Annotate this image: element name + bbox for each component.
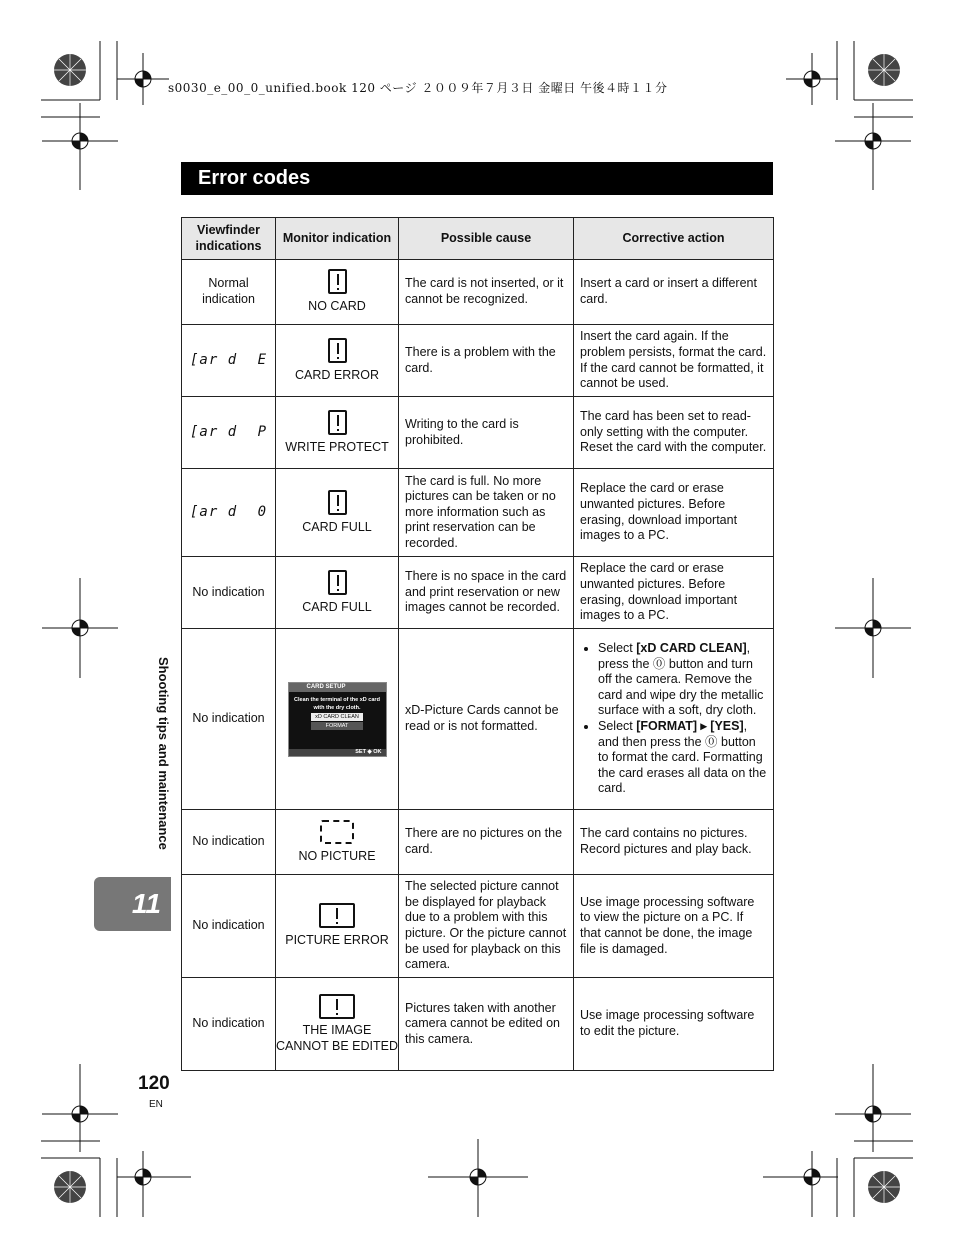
monitor-cell xyxy=(276,397,399,469)
code-word: [ar d xyxy=(190,351,238,368)
warning-icon xyxy=(319,903,355,928)
warning-icon xyxy=(319,994,355,1019)
page-language: EN xyxy=(149,1099,163,1110)
error-codes-table xyxy=(181,217,774,1071)
section-title: Error codes xyxy=(181,162,773,195)
code-letter: P xyxy=(257,423,267,440)
header-action: Corrective action xyxy=(574,218,774,260)
monitor-cell xyxy=(276,629,399,810)
viewfinder-cell: No indication xyxy=(182,810,276,875)
header-viewfinder: Viewfinder indications xyxy=(182,218,276,260)
viewfinder-code xyxy=(182,353,275,369)
code-word: [ar d xyxy=(190,423,238,440)
viewfinder-cell: No indication xyxy=(182,875,276,978)
chapter-side-label: Shooting tips and maintenance xyxy=(156,657,171,850)
action-cell xyxy=(574,629,774,810)
action-menu-name: [FORMAT] ▸ [YES] xyxy=(636,719,744,733)
cause-cell: There is no space in the card and print reservation or new images cannot be recorded. xyxy=(399,557,574,629)
table-row xyxy=(182,469,774,557)
viewfinder-cell xyxy=(182,469,276,557)
action-cell: Replace the card or erase unwanted pictures. Before erasing, download important images to a PC. xyxy=(574,557,774,629)
header-monitor: Monitor indication xyxy=(276,218,399,260)
warning-icon xyxy=(328,410,347,435)
action-cell: Insert a card or insert a different card. xyxy=(574,260,774,325)
table-row xyxy=(182,629,774,810)
viewfinder-code xyxy=(182,425,275,441)
table-row xyxy=(182,260,774,325)
action-item xyxy=(598,719,767,797)
monitor-label: NO PICTURE xyxy=(298,848,376,863)
table-row xyxy=(182,557,774,629)
lcd-screen-icon xyxy=(288,682,387,757)
action-cell: Use image processing software to edit the picture. xyxy=(574,978,774,1071)
table-row xyxy=(182,397,774,469)
lcd-footer: SET ◆ OK xyxy=(289,749,386,756)
monitor-cell xyxy=(276,875,399,978)
lcd-message: Clean the terminal of the xD card with the dry cloth. xyxy=(294,696,380,711)
cause-cell: There is a problem with the card. xyxy=(399,325,574,397)
cause-cell: The selected picture cannot be displayed for playback due to a problem with this picture. Or the picture cannot be used for playback on this camera. xyxy=(399,875,574,978)
warning-icon xyxy=(328,490,347,515)
cause-cell: The card is not inserted, or it cannot be recognized. xyxy=(399,260,574,325)
action-list xyxy=(580,641,767,797)
viewfinder-cell: No indication xyxy=(182,629,276,810)
viewfinder-cell xyxy=(182,325,276,397)
monitor-label: CARD FULL xyxy=(302,599,372,614)
action-text: Select xyxy=(598,641,637,656)
monitor-label: CARD ERROR xyxy=(294,367,380,382)
page-number: 120 xyxy=(138,1073,170,1094)
action-menu-name: [xD CARD CLEAN] xyxy=(636,641,747,656)
monitor-cell xyxy=(276,978,399,1071)
monitor-label: NO CARD xyxy=(308,299,366,313)
viewfinder-cell: Normal indication xyxy=(182,260,276,325)
dashed-frame-icon xyxy=(320,820,354,844)
warning-icon xyxy=(328,338,347,363)
action-cell: Replace the card or erase unwanted pictures. Before erasing, download important images to a PC. xyxy=(574,469,774,557)
monitor-label: PICTURE ERROR xyxy=(285,933,389,947)
cause-cell: The card is full. No more pictures can be taken or no more information such as print reservation can be recorded. xyxy=(399,469,574,557)
viewfinder-cell: No indication xyxy=(182,978,276,1071)
action-item xyxy=(598,641,767,719)
monitor-cell xyxy=(276,469,399,557)
cause-cell: There are no pictures on the card. xyxy=(399,810,574,875)
table-row xyxy=(182,978,774,1071)
lcd-option-clean: xD CARD CLEAN xyxy=(311,713,363,721)
viewfinder-code xyxy=(182,505,275,521)
monitor-label: WRITE PROTECT xyxy=(285,439,389,454)
action-cell: The card has been set to read-only setting with the computer. Reset the card with the computer. xyxy=(574,397,774,469)
viewfinder-cell: No indication xyxy=(182,557,276,629)
monitor-cell xyxy=(276,810,399,875)
table-row xyxy=(182,810,774,875)
book-header-line: s0030_e_00_0_unified.book 120 ページ ２００９年７月３日 金曜日 午後４時１１分 xyxy=(168,81,668,95)
monitor-label: CARD FULL xyxy=(302,519,372,534)
table-row xyxy=(182,325,774,397)
chapter-tab: 11 xyxy=(94,877,171,931)
cause-cell: xD-Picture Cards cannot be read or is not formatted. xyxy=(399,629,574,810)
warning-icon xyxy=(328,269,347,294)
action-text: , press the ⓪ button and turn off the camera. Remove the card and wipe dry the metallic surface with a soft, dry cloth. xyxy=(598,641,764,718)
cause-cell: Writing to the card is prohibited. xyxy=(399,397,574,469)
action-text: Select xyxy=(598,719,637,733)
monitor-cell xyxy=(276,260,399,325)
action-cell: The card contains no pictures. Record pictures and play back. xyxy=(574,810,774,875)
monitor-label: THE IMAGE CANNOT BE EDITED xyxy=(276,1023,399,1053)
table-header-row xyxy=(182,218,774,260)
lcd-option-format: FORMAT xyxy=(311,722,363,730)
lcd-title: CARD SETUP xyxy=(289,683,386,692)
action-cell: Insert the card again. If the problem persists, format the card. If the card cannot be formatted, it cannot be used. xyxy=(574,325,774,397)
code-letter: 0 xyxy=(257,503,267,520)
viewfinder-cell xyxy=(182,397,276,469)
monitor-cell xyxy=(276,557,399,629)
code-word: [ar d xyxy=(190,503,238,520)
code-letter: E xyxy=(257,351,267,368)
action-cell: Use image processing software to view the picture on a PC. If that cannot be done, the image file is damaged. xyxy=(574,875,774,978)
header-cause: Possible cause xyxy=(399,218,574,260)
monitor-cell xyxy=(276,325,399,397)
table-row xyxy=(182,875,774,978)
action-text: , and then press the ⓪ button to format the card. Formatting the card erases all data on the card. xyxy=(598,719,767,796)
cause-cell: Pictures taken with another camera cannot be edited on this camera. xyxy=(399,978,574,1071)
warning-icon xyxy=(328,570,347,595)
